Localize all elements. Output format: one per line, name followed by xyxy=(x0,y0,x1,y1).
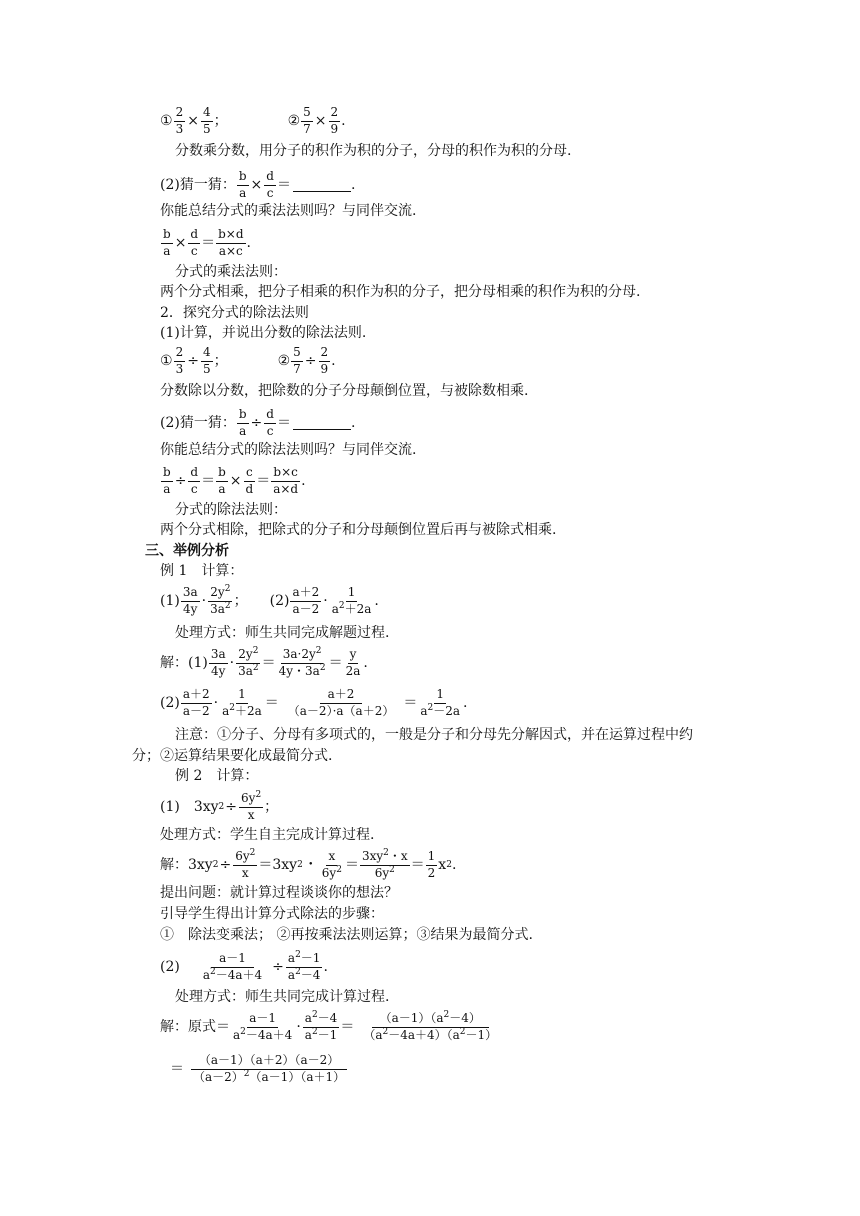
operator: ・ xyxy=(303,857,318,874)
label: 解：原式＝ xyxy=(160,1019,230,1036)
label: (2)猜一猜： xyxy=(160,415,236,432)
equals: ＝ xyxy=(276,415,291,432)
fraction: $\frac{2}{3}$ xyxy=(175,345,184,376)
operator: ÷ xyxy=(187,353,199,370)
solution1-2 xyxy=(160,688,467,719)
operator: ÷ xyxy=(219,857,232,874)
label-circle-2: ② xyxy=(277,353,291,370)
fraction: $\frac{2}{9}$ xyxy=(320,345,329,376)
text-line: 分式的除法法则： xyxy=(175,502,287,518)
punct: ； xyxy=(233,593,248,610)
label-circle-1: ① xyxy=(160,353,173,370)
fraction: $\frac{b}{a}$ xyxy=(238,169,247,200)
text-line: 分数除以分数，把除数的分子分母颠倒位置，与被除数相乘. xyxy=(160,383,529,399)
text-line: 引导学生得出计算分式除法的步骤： xyxy=(160,906,384,922)
punct: ； xyxy=(213,353,228,370)
fraction: $\frac{b\times c}{a\times d}$ xyxy=(273,465,299,496)
operator: · xyxy=(229,655,235,672)
text-line: 处理方式：学生自主完成计算过程. xyxy=(160,827,375,843)
example1-problems xyxy=(160,586,379,617)
punct: . xyxy=(301,473,306,490)
solution1-1 xyxy=(160,648,368,679)
solution2-2-cont xyxy=(170,1054,354,1085)
fraction: $\frac{a+2}{a-2}$ xyxy=(182,687,210,718)
punct: . xyxy=(363,655,368,672)
equals: ＝ xyxy=(276,177,291,194)
fraction: $\frac{d}{c}$ xyxy=(266,169,274,200)
text-line: 分数乘分数，用分子的积作为积的分子，分母的积作为积的分母. xyxy=(175,143,572,159)
operator: ÷ xyxy=(174,473,187,490)
label-circle-2: ② xyxy=(287,113,301,130)
text-line: 注意：①分子、分母有多项式的，一般是分子和分母先分解因式，并在运算过程中约 xyxy=(175,727,693,743)
text-line: 分式的乘法法则： xyxy=(175,264,287,280)
equals: ＝ xyxy=(344,857,359,874)
fraction: $\frac{a^2-4}{a^2-1}$ xyxy=(304,1010,338,1042)
label: (2) xyxy=(160,959,180,976)
fraction: $\frac{5}{7}$ xyxy=(293,345,301,376)
operator: ÷ xyxy=(250,415,263,432)
text-line: ① 除法变乘法； ②再按乘法法则运算；③结果为最简分式. xyxy=(160,927,533,943)
fraction: $\frac{b}{a}$ xyxy=(218,465,226,496)
equals: ＝ xyxy=(403,695,418,712)
example2-1: (1) 3xy 2 ÷ $\frac{6y^2}{x}$ ； xyxy=(160,790,279,822)
answer-blank xyxy=(293,417,351,430)
operator: ÷ xyxy=(272,959,284,976)
operator: · xyxy=(323,593,328,610)
punct: . xyxy=(463,695,468,712)
fraction: $\frac{x}{6y^2}$ xyxy=(321,849,342,880)
equals: ＝ xyxy=(410,857,425,874)
operator: · xyxy=(296,1019,301,1036)
text-line: 你能总结分式的除法法则吗？与同伴交流. xyxy=(160,442,417,458)
operator: · xyxy=(213,695,219,712)
punct: . xyxy=(350,415,356,432)
fraction: $\frac{6y^2}{x}$ xyxy=(235,848,256,880)
text-line: (1)计算，并说出分数的除法法则. xyxy=(160,325,367,341)
section-heading: 三、举例分析 xyxy=(145,543,229,559)
equals: ＝ xyxy=(201,473,216,490)
label: 解：3xy xyxy=(160,857,213,874)
fraction: $\frac{a-1}{a^2-4a+4}$ xyxy=(233,1011,293,1042)
fraction: $\frac{c}{d}$ xyxy=(245,465,254,496)
operator: · xyxy=(201,593,207,610)
fraction: $\frac{2}{3}$ xyxy=(175,105,184,136)
fraction: $\frac{y}{2a}$ xyxy=(345,647,361,678)
fraction: $\frac{a+2}{a-2}$ xyxy=(292,585,320,616)
punct: ； xyxy=(264,799,279,816)
operator: ÷ xyxy=(304,353,317,370)
fraction: $\frac{(a-1)(a+2)(a-2)}{(a-2)^2(a-1)(a+1)}$ xyxy=(185,1054,353,1085)
fraction: $\frac{2y^2}{3a^2}$ xyxy=(238,646,259,678)
example-title: 例 2 计算： xyxy=(175,768,259,784)
punct: . xyxy=(331,353,336,370)
operator: × xyxy=(187,113,199,130)
text-line: 处理方式：师生共同完成解题过程. xyxy=(175,625,390,641)
text-line: 你能总结分式的乘法法则吗？与同伴交流. xyxy=(160,203,417,219)
ex-mult-fractions xyxy=(160,106,346,137)
fraction: $\frac{a^2-1}{a^2-4}$ xyxy=(287,950,321,982)
fraction: $\frac{d}{c}$ xyxy=(190,465,199,496)
text-line: 两个分式相除，把除式的分子和分母颠倒位置后再与被除式相乘. xyxy=(160,522,557,538)
fraction: $\frac{3a}{4y}$ xyxy=(182,585,198,616)
punct: . xyxy=(451,857,457,874)
operator: × xyxy=(174,235,187,252)
label-circle-1: ① xyxy=(160,113,173,130)
fraction: $\frac{4}{5}$ xyxy=(202,345,211,376)
text-line: 提出问题：就计算过程谈谈你的想法？ xyxy=(160,885,398,901)
fraction: $\frac{1}{2}$ xyxy=(427,849,436,880)
label: (1) xyxy=(160,593,180,610)
fraction: $\frac{a+2}{(a-2)\cdot a(a+2)}$ xyxy=(287,687,395,718)
guess-div xyxy=(160,408,355,439)
fraction: $\frac{d}{c}$ xyxy=(190,227,199,258)
equals: ＝ xyxy=(261,655,276,672)
fraction: $\frac{d}{c}$ xyxy=(266,407,274,438)
equals: ＝ xyxy=(170,1061,184,1078)
punct: . xyxy=(246,235,251,252)
fraction: $\frac{(a-1)(a^2-4)}{(a^2-4a+4)(a^2-1)}$ xyxy=(363,1010,498,1042)
example2-2 xyxy=(160,952,328,983)
mult-rule-formula xyxy=(160,228,251,259)
fraction: $\frac{b}{a}$ xyxy=(238,407,247,438)
section-heading: 2．探究分式的除法法则 xyxy=(160,305,309,321)
fraction: $\frac{3a\cdot 2y^2}{4y・3a^2}$ xyxy=(278,646,326,678)
label: (2) xyxy=(269,593,290,610)
fraction: $\frac{5}{7}$ xyxy=(303,105,311,136)
label: (2) xyxy=(160,695,180,712)
punct: . xyxy=(350,177,356,194)
fraction: $\frac{a-1}{a^2-4a+4}$ xyxy=(202,951,263,982)
punct: ； xyxy=(213,113,228,130)
operator: × xyxy=(314,113,327,130)
div-rule-formula xyxy=(160,466,306,497)
solution2-1: 解：3xy 2 ÷ $\frac{6y^2}{x}$ ＝3xy 2 ・ $\frac{x}{6y^2}$ ＝ $\frac{3xy^2・x}{6y^2}$ ＝ $\frac{1}{2}$ x 2 . xyxy=(160,848,457,880)
operator: × xyxy=(229,473,242,490)
fraction: $\frac{4}{5}$ xyxy=(202,105,211,136)
fraction: $\frac{1}{a^2+2a}$ xyxy=(331,585,372,616)
label: (1) 3xy xyxy=(160,799,219,816)
solution2-2 xyxy=(160,1012,506,1043)
equals: ＝ xyxy=(328,655,343,672)
equals: ＝3xy xyxy=(258,857,298,874)
fraction: $\frac{3a}{4y}$ xyxy=(210,647,226,678)
text-line: 处理方式：师生共同完成计算过程. xyxy=(175,989,390,1005)
text-line: 分；②运算结果要化成最简分式. xyxy=(132,748,333,764)
fraction: $\frac{6y^2}{x}$ xyxy=(241,790,262,822)
equals: ＝ xyxy=(256,473,271,490)
text-line: 两个分式相乘，把分子相乘的积作为积的分子，把分母相乘的积作为积的分母. xyxy=(160,284,641,300)
fraction: $\frac{b\times d}{a\times c}$ xyxy=(218,227,244,258)
punct: . xyxy=(323,959,328,976)
guess-mult xyxy=(160,170,355,201)
example-title: 例 1 计算： xyxy=(160,563,244,579)
equals: ＝ xyxy=(201,235,216,252)
label: (2)猜一猜： xyxy=(160,177,236,194)
variable: x xyxy=(438,857,447,874)
fraction: $\frac{b}{a}$ xyxy=(163,465,171,496)
ex-div-fractions xyxy=(160,346,336,377)
punct: . xyxy=(341,113,346,130)
fraction: $\frac{2}{9}$ xyxy=(330,105,339,136)
equals: ＝ xyxy=(264,695,279,712)
punct: . xyxy=(374,593,379,610)
operator: × xyxy=(250,177,263,194)
fraction: $\frac{1}{a^2-2a}$ xyxy=(420,687,461,718)
answer-blank xyxy=(293,179,351,192)
label: 解：(1) xyxy=(160,655,208,672)
fraction: $\frac{3xy^2・x}{6y^2}$ xyxy=(361,848,408,880)
fraction: $\frac{b}{a}$ xyxy=(163,227,171,258)
equals: ＝ xyxy=(340,1019,355,1036)
fraction: $\frac{2y^2}{3a^2}$ xyxy=(210,584,231,616)
fraction: $\frac{1}{a^2+2a}$ xyxy=(222,687,262,718)
operator: ÷ xyxy=(225,799,238,816)
